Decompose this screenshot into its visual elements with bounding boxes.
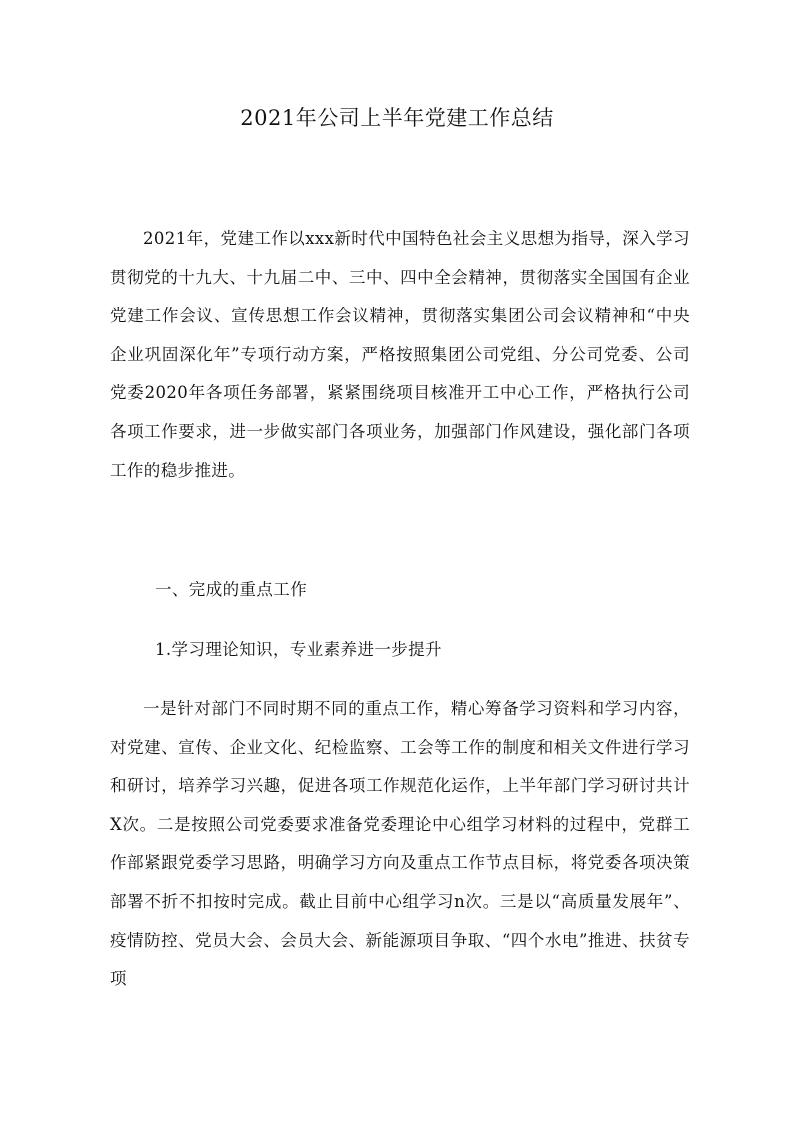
section-heading: 一、完成的重点工作 (155, 580, 308, 599)
intro-paragraph: 2021年，党建工作以xxx新时代中国特色社会主义思想为指导，深入学习贯彻党的十九大、十九届二中、三中、四中全会精神，贯彻落实全国国有企业党建工作会议、宣传思想工作会议精神，贯彻落实集团公司会议精神和“中央企业巩固深化年”专项行动方案，严格按照集团公司党组、分公司党委、公司党委2020年各项任务部署，紧紧围绕项目核准开工中心工作，严格执行公司各项工作要求，进一步做实部门各项业务，加强部门作风建设，强化部门各项工作的稳步推进。 (110, 229, 690, 480)
subsection-heading: 1.学习理论知识，专业素养进一步提升 (155, 640, 442, 659)
document-title: 2021年公司上半年党建工作总结 (240, 106, 554, 130)
body-paragraph: 一是针对部门不同时期不同的重点工作，精心筹备学习资料和学习内容，对党建、宣传、企业文化、纪检监察、工会等工作的制度和相关文件进行学习和研讨，培养学习兴趣，促进各项工作规范化运作，上半年部门学习研讨共计X次。二是按照公司党委要求准备党委理论中心组学习材料的过程中，党群工作部紧跟党委学习思路，明确学习方向及重点工作节点目标，将党委各项决策部署不折不扣按时完成。截止目前中心组学习n次。三是以“高质量发展年”、疫情防控、党员大会、会员大会、新能源项目争取、“四个水电”推进、扶贫专项 (110, 699, 690, 989)
